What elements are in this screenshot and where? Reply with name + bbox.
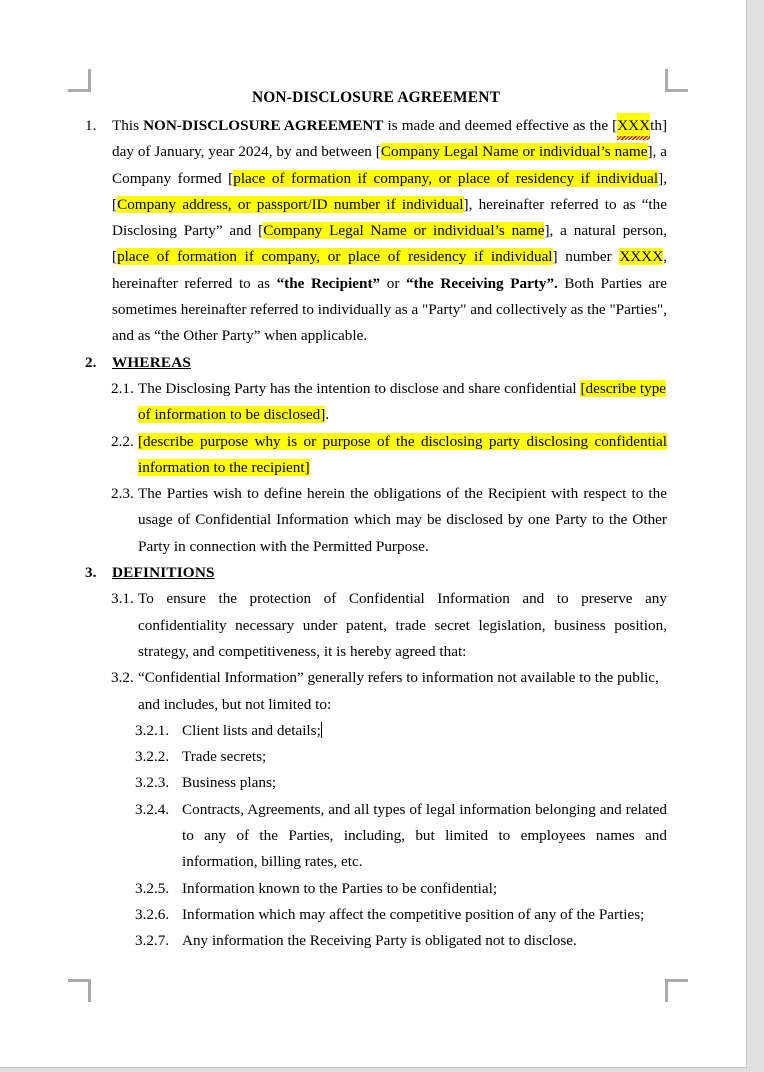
crop-mark-top-right [665,69,688,92]
clause-1-th-date: th] day of January, year 2024, by and between [ [112,117,667,161]
clause-3-2-7-text: Any information the Receiving Party is obligated not to disclose. [182,932,577,950]
clause-1-recipient-bold: “the Recipient” [276,274,381,292]
crop-mark-bottom-left [68,979,91,1002]
clause-2-2-number: 2.2. [111,432,134,450]
clause-1[interactable] [85,113,667,350]
clause-3-2-5-text: Information known to the Parties to be confidential; [182,879,498,897]
clause-1-or: or [380,274,406,292]
clause-3-2-5-number: 3.2.5. [135,879,170,897]
document-text-area[interactable] [85,86,667,955]
clause-3-1-text: To ensure the protection of Confidential Information and to preserve any confidentiality necessary under patent, trade secret legislation, business position, strategy, and competitiveness, it is hereby agreed that: [138,590,667,660]
clause-2-heading[interactable] [85,350,667,376]
clause-3-2-3[interactable] [85,770,667,796]
placeholder-xxxx-number[interactable]: XXXX [619,248,664,266]
clause-3-2-number: 3.2. [111,669,134,687]
clause-2-1-text: The Disclosing Party has the intention to disclose and share confidential [138,379,581,397]
clause-3-2-3-number: 3.2.3. [135,774,170,792]
clause-1-number-label: ] number [552,248,620,266]
clause-2-number: 2. [85,353,97,371]
clause-2-3[interactable] [85,481,667,560]
clause-2-3-number: 2.3. [111,485,134,503]
placeholder-company-name-2[interactable]: Company Legal Name or individual’s name [263,222,545,240]
clause-2-3-text: The Parties wish to define herein the obligations of the Recipient with respect to the usage of Confidential Information which may be disclosed by one Party to the Other Party in connection with the Permitted Purpose. [138,485,667,555]
clause-3-2-7-number: 3.2.7. [135,932,170,950]
clause-3-2-7[interactable] [85,928,667,954]
clause-3-2-3-text: Business plans; [182,774,277,792]
crop-mark-bottom-right [665,979,688,1002]
clause-3-heading[interactable] [85,560,667,586]
clause-3-1-number: 3.1. [111,590,134,608]
document-title: NON-DISCLOSURE AGREEMENT [251,89,501,106]
clause-2-1[interactable] [85,376,667,429]
clause-1-receiving-party-bold: “the Receiving Party”. [405,274,558,292]
clause-3-2-1-text: Client lists and details; [182,721,321,739]
clause-3-2-2[interactable] [85,744,667,770]
clause-3-2-6[interactable] [85,902,667,928]
placeholder-place-formation-2[interactable]: place of formation if company, or place of residency if individual [117,248,553,266]
clause-3-2-1-number: 3.2.1. [135,721,170,739]
placeholder-company-name-1[interactable]: Company Legal Name or individual’s name [380,143,648,161]
clause-3-2-2-number: 3.2.2. [135,748,170,766]
clause-1-number: 1. [85,117,97,134]
clause-2-1-number: 2.1. [111,379,134,397]
placeholder-company-address[interactable]: Company address, or passport/ID number if individual [117,195,464,213]
clause-2-2[interactable] [85,429,667,482]
clause-2-1-period: . [325,406,330,424]
misspelled-xxx-token[interactable]: XXX [617,113,650,139]
clause-3-2-4-number: 3.2.4. [135,800,170,818]
placeholder-place-formation-1[interactable]: place of formation if company, or place of residency if individual [233,169,659,187]
clause-3-2-text: “Confidential Information” generally refers to information not available to the public, and includes, but not limited to: [138,669,659,713]
clause-1-disclosing-party: ], hereinafter referred to as “the Disclosing Party” and [ [112,195,667,240]
clause-3-2-6-text: Information which may affect the competitive position of any of the Parties; [182,905,645,923]
clause-1-after-place-1: ], [ [112,169,667,213]
clause-2-heading-text: WHEREAS [112,353,192,371]
clause-3-heading-text: DEFINITIONS [112,564,215,582]
clause-3-2-6-number: 3.2.6. [135,905,170,923]
text-cursor-caret [321,722,323,738]
clause-1-intro: This [112,117,144,134]
clause-3-2-4[interactable] [85,797,667,876]
clause-1-nda-bold: NON-DISCLOSURE AGREEMENT [143,117,384,134]
clause-1-hereinafter-2: , hereinafter referred to as [112,248,668,292]
placeholder-describe-purpose[interactable]: [describe purpose why is or purpose of the disclosing party disclosing confidential information to the recipient] [138,432,667,476]
clause-1-tail: Both Parties are sometimes hereinafter referred to individually as a "Party" and collectively as the "Parties", and as “the Other Party” when applicable. [112,274,667,345]
clause-3-number: 3. [85,564,97,582]
placeholder-describe-information-type[interactable]: [describe type of information to be disclosed] [138,379,667,424]
clause-1-after-name-1: ], a Company formed [ [112,143,667,187]
clause-3-2-4-text: Contracts, Agreements, and all types of legal information belonging and related to any of the Parties, including, but limited to employees names and information, billing rates, etc. [182,800,667,871]
clause-3-2[interactable] [85,665,667,718]
clause-3-2-2-text: Trade secrets; [182,748,267,766]
clause-1-natural-person: ], a natural person, [ [112,222,667,266]
clause-3-2-5[interactable] [85,876,667,902]
clause-1-made: is made and deemed effective as the [ [383,117,618,134]
clause-3-2-1[interactable] [85,718,667,744]
page-right-gutter [748,0,764,1072]
clause-3-1[interactable] [85,586,667,665]
